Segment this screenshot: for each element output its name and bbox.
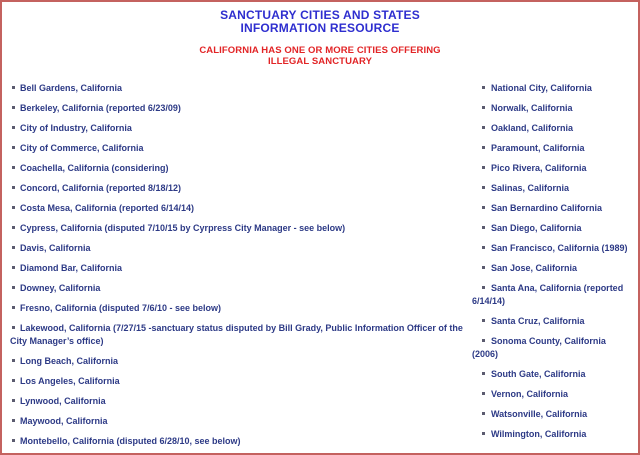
- bullet-icon: [12, 226, 15, 229]
- page-header: [8, 9, 632, 67]
- list-item: [10, 82, 472, 95]
- city-label: Davis, California: [20, 243, 91, 253]
- bullet-icon: [482, 286, 485, 289]
- bullet-icon: [482, 146, 485, 149]
- bullet-icon: [12, 266, 15, 269]
- bullet-icon: [482, 412, 485, 415]
- list-item: [10, 262, 472, 275]
- list-item: [10, 415, 472, 428]
- list-item: [10, 122, 472, 135]
- bullet-icon: [482, 432, 485, 435]
- list-item: [472, 242, 632, 255]
- list-item: [10, 322, 472, 348]
- bullet-icon: [482, 339, 485, 342]
- bullet-icon: [12, 439, 15, 442]
- list-item: [472, 102, 632, 115]
- city-lists: [8, 82, 632, 455]
- city-label: Montebello, California (disputed 6/28/10, see below): [20, 436, 241, 446]
- page-title-line2: INFORMATION RESOURCE: [240, 21, 400, 35]
- page-subtitle: [8, 45, 632, 67]
- bullet-icon: [12, 286, 15, 289]
- city-label: Santa Ana, California (reported 6/14/14): [472, 283, 624, 306]
- bullet-icon: [12, 186, 15, 189]
- bullet-icon: [482, 266, 485, 269]
- list-item: [10, 182, 472, 195]
- list-item: [472, 335, 632, 361]
- list-item: [472, 122, 632, 135]
- bullet-icon: [482, 126, 485, 129]
- city-label: Coachella, California (considering): [20, 163, 169, 173]
- list-item: [10, 202, 472, 215]
- bullet-icon: [12, 166, 15, 169]
- city-label: Diamond Bar, California: [20, 263, 123, 273]
- page-subtitle-line1: CALIFORNIA HAS ONE OR MORE CITIES OFFERING: [199, 45, 441, 56]
- city-label: San Jose, California: [491, 263, 578, 273]
- city-label: Salinas, California: [491, 183, 570, 193]
- list-item: [10, 395, 472, 408]
- city-list-right: [472, 82, 632, 455]
- city-label: Wilmington, California: [491, 429, 587, 439]
- city-label: Watsonville, California: [491, 409, 588, 419]
- city-label: San Francisco, California (1989): [491, 243, 628, 253]
- bullet-icon: [12, 326, 15, 329]
- list-item: [10, 142, 472, 155]
- list-item: [472, 142, 632, 155]
- bullet-icon: [482, 206, 485, 209]
- city-label: Sonoma County, California (2006): [472, 336, 606, 359]
- list-item: [10, 242, 472, 255]
- bullet-icon: [482, 186, 485, 189]
- list-item: [472, 388, 632, 401]
- city-label: Lynwood, California: [20, 396, 106, 406]
- bullet-icon: [12, 246, 15, 249]
- list-item: [10, 355, 472, 368]
- bullet-icon: [12, 206, 15, 209]
- list-item: [472, 222, 632, 235]
- city-label: Los Angeles, California: [20, 376, 120, 386]
- list-item: [10, 302, 472, 315]
- list-item: [472, 368, 632, 381]
- bullet-icon: [12, 419, 15, 422]
- bullet-icon: [482, 372, 485, 375]
- city-label: City of Industry, California: [20, 123, 132, 133]
- city-label: Maywood, California: [20, 416, 108, 426]
- list-item: [472, 202, 632, 215]
- city-label: Bell Gardens, California: [20, 83, 123, 93]
- list-item: [10, 282, 472, 295]
- city-label: Vernon, California: [491, 389, 569, 399]
- list-item: [10, 222, 472, 235]
- page-subtitle-line2: ILLEGAL SANCTUARY: [267, 56, 373, 67]
- list-item: [10, 435, 472, 448]
- bullet-icon: [12, 306, 15, 309]
- bullet-icon: [12, 359, 15, 362]
- city-label: Fresno, California (disputed 7/6/10 - see below): [20, 303, 222, 313]
- page-title-line1: SANCTUARY CITIES AND STATES: [220, 8, 420, 22]
- bullet-icon: [12, 106, 15, 109]
- list-item: [472, 282, 632, 308]
- list-item: [10, 162, 472, 175]
- city-label: National City, California: [491, 83, 592, 93]
- bullet-icon: [12, 126, 15, 129]
- city-label: Lakewood, California (7/27/15 -sanctuary status disputed by Bill Grady, Public Information Officer of the City Manager’s office): [10, 323, 463, 346]
- bullet-icon: [482, 226, 485, 229]
- bullet-icon: [482, 166, 485, 169]
- bullet-icon: [482, 86, 485, 89]
- list-item: [472, 162, 632, 175]
- city-label: San Diego, California: [491, 223, 582, 233]
- list-item: [10, 102, 472, 115]
- city-label: Costa Mesa, California (reported 6/14/14): [20, 203, 195, 213]
- bullet-icon: [12, 146, 15, 149]
- city-label: Concord, California (reported 8/18/12): [20, 183, 182, 193]
- list-item: [10, 375, 472, 388]
- bullet-icon: [482, 319, 485, 322]
- bullet-icon: [482, 106, 485, 109]
- city-label: City of Commerce, California: [20, 143, 144, 153]
- city-label: San Bernardino California: [491, 203, 603, 213]
- city-list-left: [10, 82, 472, 455]
- city-label: Santa Cruz, California: [491, 316, 585, 326]
- list-item: [472, 82, 632, 95]
- city-label: Pico Rivera, California: [491, 163, 587, 173]
- city-label: South Gate, California: [491, 369, 586, 379]
- bullet-icon: [482, 246, 485, 249]
- list-item: [472, 408, 632, 421]
- page-title: [8, 9, 632, 35]
- list-item: [472, 428, 632, 441]
- city-label: Cypress, California (disputed 7/10/15 by Cyrpress City Manager - see below): [20, 223, 346, 233]
- bullet-icon: [12, 86, 15, 89]
- city-label: Berkeley, California (reported 6/23/09): [20, 103, 181, 113]
- city-label: Long Beach, California: [20, 356, 119, 366]
- bullet-icon: [12, 399, 15, 402]
- city-label: Oakland, California: [491, 123, 574, 133]
- bullet-icon: [12, 379, 15, 382]
- list-item: [472, 315, 632, 328]
- bullet-icon: [482, 392, 485, 395]
- city-label: Norwalk, California: [491, 103, 573, 113]
- list-item: [472, 182, 632, 195]
- list-item: [472, 262, 632, 275]
- city-label: Downey, California: [20, 283, 101, 293]
- city-label: Paramount, California: [491, 143, 585, 153]
